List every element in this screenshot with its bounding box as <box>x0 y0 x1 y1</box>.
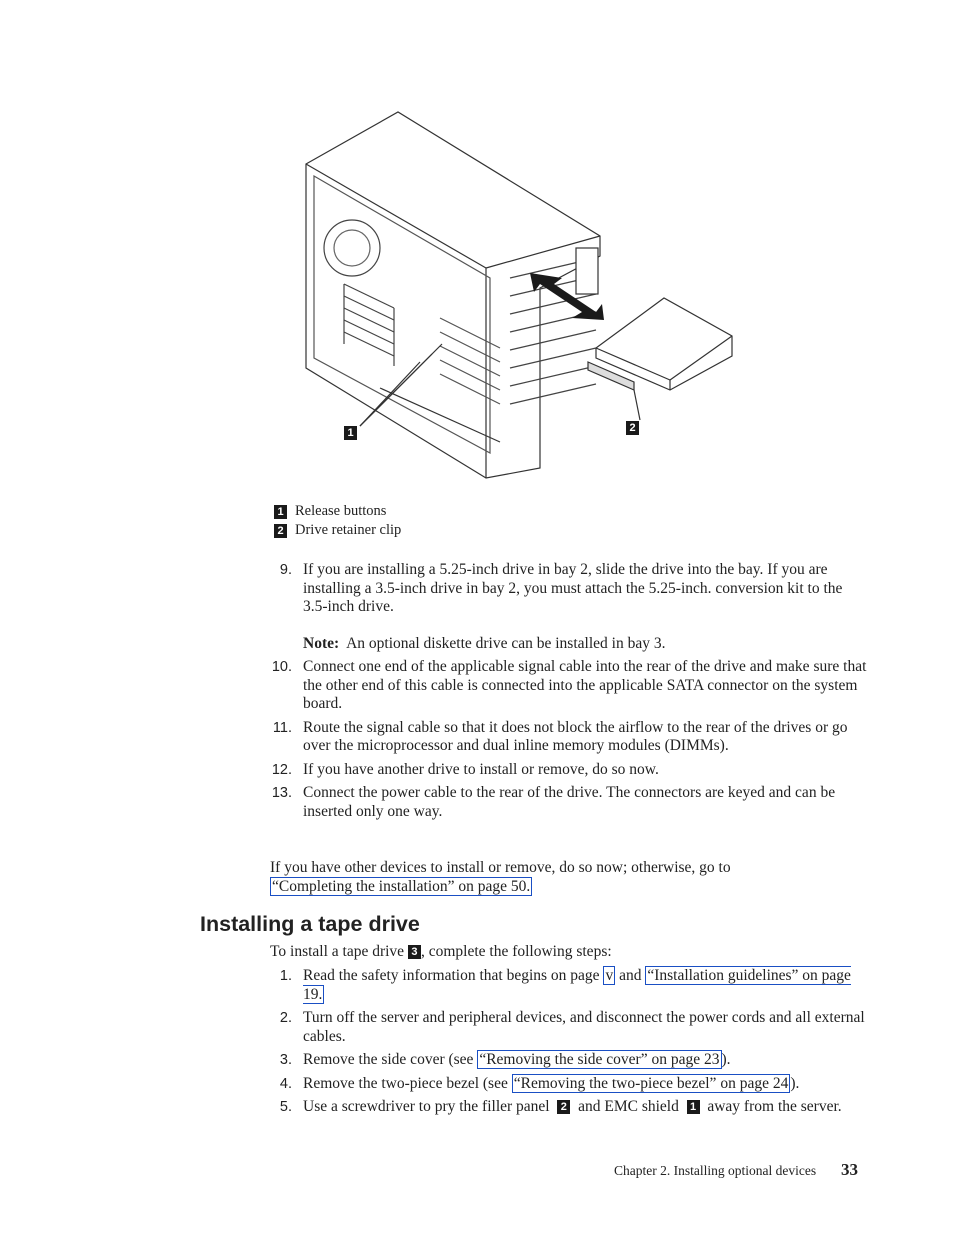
step-text: Read the safety information that begins on page <box>303 967 600 984</box>
callout-1: 1 <box>344 426 357 440</box>
step-number: 1. <box>279 968 292 984</box>
intro-text-end: , complete the following steps: <box>420 943 612 960</box>
legend-callout-1: 1 <box>274 505 287 519</box>
installation-steps-continued <box>270 561 870 821</box>
step-13 <box>270 784 870 821</box>
step-number: 10. <box>271 659 292 675</box>
step-11 <box>270 719 870 756</box>
step-number: 2. <box>279 1010 292 1026</box>
step-text: and EMC shield <box>578 1098 679 1115</box>
step-text: Remove the side cover (see <box>303 1051 474 1068</box>
step-number: 3. <box>279 1052 292 1068</box>
step-text: away from the server. <box>707 1098 842 1115</box>
step-number: 4. <box>279 1075 292 1092</box>
step-text: Use a screwdriver to pry the filler panel <box>303 1098 550 1115</box>
note <box>270 635 870 654</box>
other-devices-text: If you have other devices to install or remove, do so now; otherwise, go to <box>270 859 731 876</box>
step-text: Route the signal cable so that it does not block the airflow to the rear of the drives or go over the microprocessor and dual inline memory modules (DIMMs). <box>303 718 848 754</box>
step-text-end: ). <box>721 1051 731 1068</box>
step-text: Turn off the server and peripheral devices, and disconnect the power cords and all external cables. <box>303 1009 865 1045</box>
step-12 <box>270 761 870 780</box>
step-3 <box>270 1051 870 1070</box>
removing-bezel-link[interactable]: “Removing the two-piece bezel” on page 24 <box>513 1074 789 1092</box>
step-10 <box>270 658 870 714</box>
page-number: 33 <box>841 1160 858 1179</box>
step-text: If you have another drive to install or remove, do so now. <box>303 760 659 778</box>
completing-installation-link[interactable]: “Completing the installation” on page 50. <box>272 877 531 895</box>
step-5 <box>270 1098 870 1117</box>
server-tape-drive-illustration <box>300 108 740 480</box>
tape-drive-steps <box>270 967 870 1117</box>
note-label: Note: <box>303 634 340 652</box>
legend-callout-2: 2 <box>274 524 287 538</box>
step-number: 13. <box>271 785 292 801</box>
legend-item-release-buttons <box>274 502 386 521</box>
step-text: Connect the power cable to the rear of the drive. The connectors are keyed and can be inserted only one way. <box>303 784 836 820</box>
callout-3: 3 <box>408 945 421 959</box>
step-number: 9. <box>279 562 292 578</box>
step-text: Remove the two-piece bezel (see <box>303 1074 508 1092</box>
intro-text: To install a tape drive <box>270 943 405 960</box>
step-number: 11. <box>272 719 292 736</box>
section-title: Installing a tape drive <box>200 912 420 936</box>
legend-item-drive-retainer-clip <box>274 521 401 540</box>
callout-1-inline: 1 <box>687 1100 700 1114</box>
legend-label: Release buttons <box>295 503 387 519</box>
step-number: 12. <box>271 761 292 778</box>
step-2 <box>270 1009 870 1046</box>
installation-guidelines-link[interactable]: “Installation guidelines” on page 19. <box>303 967 851 1003</box>
step-number: 5. <box>279 1099 292 1115</box>
step-4 <box>270 1075 870 1094</box>
safety-page-link[interactable]: v <box>605 967 614 984</box>
server-chassis-drawing <box>300 108 740 480</box>
step-text-end: ). <box>790 1074 800 1092</box>
callout-2-inline: 2 <box>557 1100 570 1114</box>
removing-side-cover-link[interactable]: “Removing the side cover” on page 23 <box>479 1051 720 1068</box>
callout-2: 2 <box>626 421 639 435</box>
step-text: If you are installing a 5.25-inch drive in bay 2, slide the drive into the bay. If you are installing a 3.5-inch drive in bay 2, you must attach the 5.25-inch. conversion kit to the 3.5-inch drive. <box>303 561 843 615</box>
step-1 <box>270 967 870 1004</box>
note-text: An optional diskette drive can be installed in bay 3. <box>346 634 666 652</box>
legend-label: Drive retainer clip <box>295 522 402 538</box>
step-text: Connect one end of the applicable signal cable into the rear of the drive and make sure that the other end of this cable is connected into the applicable SATA connector on the system board. <box>303 658 867 712</box>
other-devices-paragraph <box>270 859 830 896</box>
section-intro <box>270 943 612 962</box>
footer-chapter: Chapter 2. Installing optional devices <box>614 1163 817 1178</box>
step-text: and <box>619 967 642 984</box>
step-9 <box>270 561 870 617</box>
